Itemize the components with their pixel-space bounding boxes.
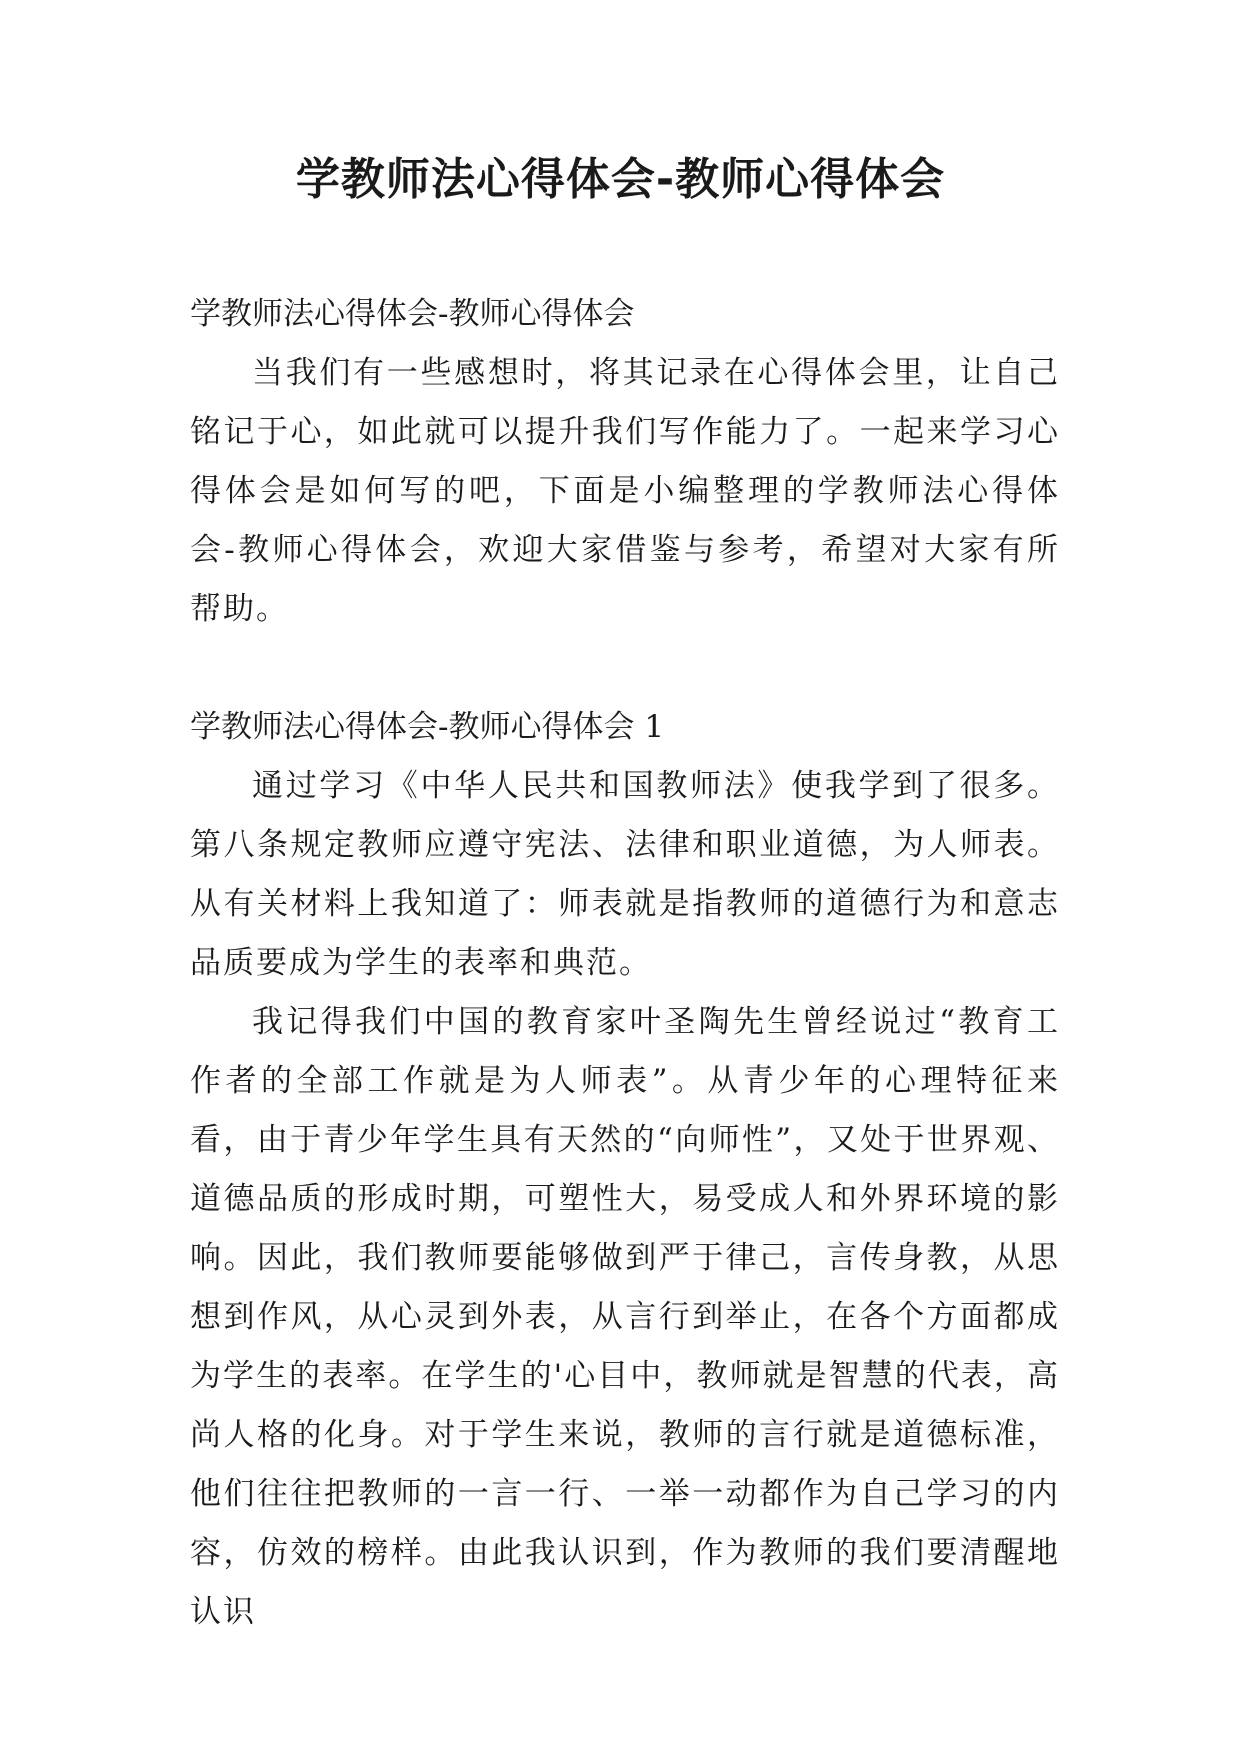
- section-1-paragraph-1: 通过学习《中华人民共和国教师法》使我学到了很多。第八条规定教师应遵守宪法、法律和职业道德，为人师表。从有关材料上我知道了：师表就是指教师的道德行为和意志品质要成为学生的表率和典范。: [190, 768, 1060, 981]
- intro-paragraph: 当我们有一些感想时，将其记录在心得体会里，让自己铭记于心，如此就可以提升我们写作能力了。一起来学习心得体会是如何写的吧，下面是小编整理的学教师法心得体会-教师心得体会，欢迎大家借鉴与参考，希望对大家有所帮助。: [190, 355, 1060, 627]
- section-spacer: [190, 639, 1060, 698]
- document-body: [190, 285, 1060, 1642]
- section-1-paragraph-2: 我记得我们中国的教育家叶圣陶先生曾经说过“教育工作者的全部工作就是为人师表”。从青少年的心理特征来看，由于青少年学生具有天然的“向师性”，又处于世界观、道德品质的形成时期，可塑性大，易受成人和外界环境的影响。因此，我们教师要能够做到严于律己，言传身教，从思想到作风，从心灵到外表，从言行到举止，在各个方面都成为学生的表率。在学生的'心目中，教师就是智慧的代表，高尚人格的化身。对于学生来说，教师的言行就是道德标准，他们往往把教师的一言一行、一举一动都作为自己学习的内容，仿效的榜样。由此我认识到，作为教师的我们要清醒地认识: [190, 1004, 1060, 1630]
- intro-heading: 学教师法心得体会-教师心得体会: [190, 296, 635, 332]
- document-title: 学教师法心得体会-教师心得体会: [295, 154, 946, 205]
- section-1-heading: 学教师法心得体会-教师心得体会 1: [190, 709, 665, 745]
